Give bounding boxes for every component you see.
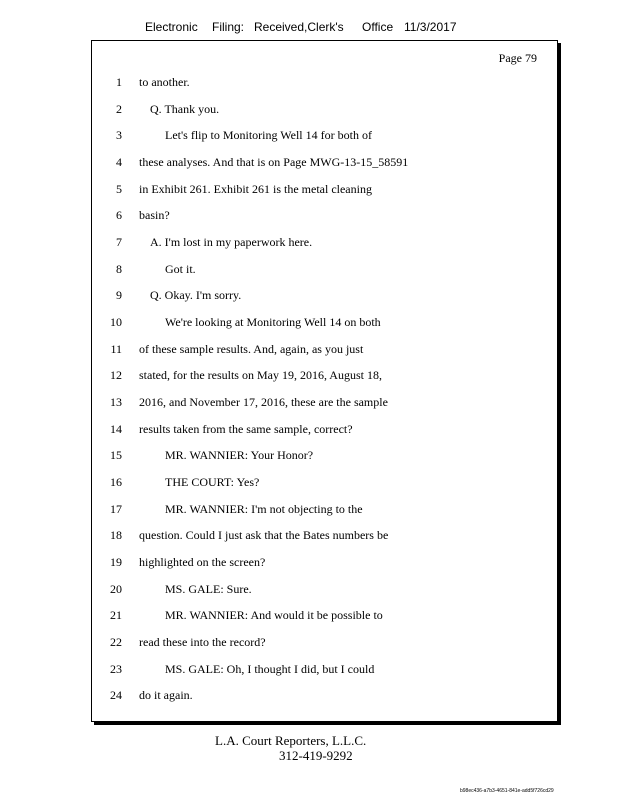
line-text: question. Could I just ask that the Bates numbers be xyxy=(139,528,389,542)
line-number: 18 xyxy=(110,528,122,542)
line-text: Got it. xyxy=(165,262,196,276)
transcript-page xyxy=(91,40,558,722)
line-text: do it again. xyxy=(139,688,193,702)
line-text: Q. Thank you. xyxy=(150,102,220,116)
line-text: MR. WANNIER: And would it be possible to xyxy=(165,608,383,622)
line-text: in Exhibit 261. Exhibit 261 is the metal cleaning xyxy=(139,182,372,196)
line-number: 16 xyxy=(110,475,122,489)
line-number: 3 xyxy=(116,128,122,142)
line-text: results taken from the same sample, correct? xyxy=(139,422,353,436)
line-text: We're looking at Monitoring Well 14 on both xyxy=(165,315,381,329)
line-number: 5 xyxy=(116,182,122,196)
line-number: 21 xyxy=(110,608,122,622)
line-number: 1 xyxy=(116,75,122,89)
line-text: MS. GALE: Oh, I thought I did, but I could xyxy=(165,662,375,676)
stamp-filing: Filing: xyxy=(212,20,245,34)
line-text: of these sample results. And, again, as you just xyxy=(139,342,364,356)
page-number: Page 79 xyxy=(498,51,537,65)
line-text: MR. WANNIER: I'm not objecting to the xyxy=(165,502,363,516)
line-text: MR. WANNIER: Your Honor? xyxy=(165,448,314,462)
line-number: 15 xyxy=(110,448,122,462)
line-text: highlighted on the screen? xyxy=(139,555,266,569)
line-number: 20 xyxy=(110,582,122,596)
line-text: stated, for the results on May 19, 2016, August 18, xyxy=(139,368,382,382)
line-number: 12 xyxy=(110,368,122,382)
line-text: 2016, and November 17, 2016, these are the sample xyxy=(139,395,388,409)
stamp-date: 11/3/2017 xyxy=(404,20,457,34)
line-number: 24 xyxy=(110,688,122,702)
line-text: to another. xyxy=(139,75,190,89)
line-number: 14 xyxy=(110,422,122,436)
line-number: 11 xyxy=(110,342,122,356)
line-text: Q. Okay. I'm sorry. xyxy=(150,288,242,302)
line-number: 19 xyxy=(110,555,122,569)
line-text: Let's flip to Monitoring Well 14 for both of xyxy=(165,128,372,142)
line-number: 4 xyxy=(116,155,122,169)
line-text: MS. GALE: Sure. xyxy=(165,582,252,596)
footer-phone: 312-419-9292 xyxy=(279,748,353,763)
line-text: read these into the record? xyxy=(139,635,266,649)
line-number: 22 xyxy=(110,635,122,649)
line-number: 23 xyxy=(110,662,122,676)
stamp-received: Received,Clerk's xyxy=(254,20,344,34)
document-id: b98ec436-a7b3-4651-841e-add5f726cd29 xyxy=(460,788,554,794)
line-number: 17 xyxy=(110,502,122,516)
footer-company: L.A. Court Reporters, L.L.C. xyxy=(215,733,367,748)
stamp-office: Office xyxy=(362,20,394,34)
line-number: 2 xyxy=(116,102,122,116)
line-text: these analyses. And that is on Page MWG-13-15_58591 xyxy=(139,155,409,169)
line-text: A. I'm lost in my paperwork here. xyxy=(150,235,313,249)
line-text: THE COURT: Yes? xyxy=(165,475,260,489)
line-number: 10 xyxy=(110,315,122,329)
line-number: 6 xyxy=(116,208,122,222)
line-number: 8 xyxy=(116,262,122,276)
line-number: 9 xyxy=(116,288,122,302)
line-number: 7 xyxy=(116,235,122,249)
line-number: 13 xyxy=(110,395,122,409)
stamp-electronic: Electronic xyxy=(145,20,198,34)
line-text: basin? xyxy=(139,208,170,222)
